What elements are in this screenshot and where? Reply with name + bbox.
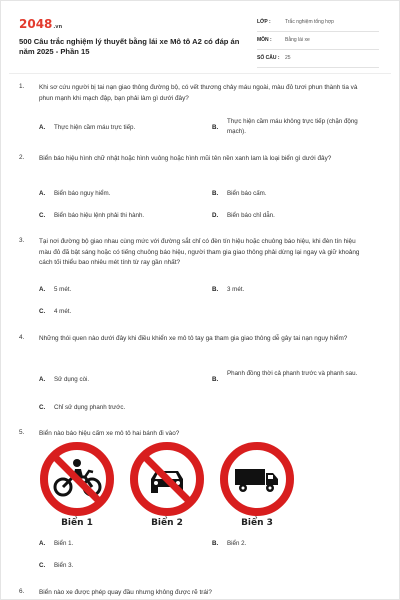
no-car-sign-icon	[129, 441, 205, 517]
meta-key: LỚP :	[257, 19, 271, 25]
document-page: 2048.vn 500 Câu trắc nghiệm lý thuyết bằng lái xe Mô tô A2 có đáp án năm 2025 - Phần 15 LỚP : Trắc nghiệm tổng hợp MÔN : Bằng lái xe SỐ CÂU : 25 1. Khi sơ cứu người bị tai nạn giao thông đường bộ, có vết thương chảy máu ngoài, màu đỏ tươi phun thành tia và phun mạnh khi mạch đập, bạn phải làm gì dưới đây? A. Thực hiện cầm máu trực tiếp. B. Thực hiện cầm máu không trực tiếp (chặn động mạch). 2. Biển báo hiệu hình chữ nhật hoặc hình vuông hoặc hình mũi tên nền xanh lam là loại biển gì dưới đây? A. Biển báo nguy hiểm. B. Biển báo cấm. C. Biển báo hiệu lệnh phải thi hành. D. Biển báo chỉ dẫn. 3. Tại nơi đường bộ giao nhau cùng mức với đường sắt chỉ có đèn tín hiệu hoặc chuông báo hiệu, khi đèn tín hiệu màu đỏ đã bật sáng hoặc có tiếng chuông báo hiệu, người tham gia giao thông phải dừng lại ngay và giữ khoảng cách tối thiểu bao nhiêu mét tính từ ray gần nhất? A. 5 mét. B. 3 mét. C. 4 mét. 4. Những thói quen nào dưới đây khi điều khiển xe mô tô tay ga tham gia giao thông dễ gây tai nạn nguy hiểm? A. Sử dụng còi. B. Phanh đồng thời cả phanh trước và phanh sau. C. Chỉ sử dụng phanh trước. 5. Biển nào báo hiệu cấm xe mô tô hai bánh đi vào? Biển 1 Biển 2 Biển 3 A. Biển 1. B. Biển 2. C. Biển 3. 6. Biển nào xe được phép quay đầu nhưng không được rẽ trái?	[0, 0, 400, 600]
sign-caption: Biển 1	[61, 518, 93, 528]
meta-subject-row	[257, 31, 379, 50]
meta-count-row	[257, 49, 379, 68]
meta-class-row	[257, 13, 379, 32]
meta-value: Trắc nghiệm tổng hợp	[285, 19, 334, 25]
site-logo[interactable]: 2048.vn	[19, 17, 63, 31]
meta-value: Bằng lái xe	[285, 37, 310, 43]
document-title: 500 Câu trắc nghiệm lý thuyết bằng lái xe Mô tô A2 có đáp án năm 2025 - Phần 15	[19, 37, 240, 56]
question-text: Tại nơi đường bộ giao nhau cùng mức với đường sắt chỉ có đèn tín hiệu hoặc chuông báo hiệu, khi đèn tín hiệu màu đỏ đã bật sáng hoặc có tiếng chuông báo hiệu, người tham gia giao thông phải dừng lại ngay và giữ khoảng cách tối thiểu bao nhiêu mét tính từ ray gần nhất?	[39, 238, 360, 266]
question-number: 1.	[19, 83, 25, 90]
sign-caption: Biển 3	[241, 518, 273, 528]
meta-key: SỐ CÂU :	[257, 55, 280, 61]
no-truck-sign-icon	[219, 441, 295, 517]
meta-key: MÔN :	[257, 37, 272, 43]
question-number: 3.	[19, 237, 25, 244]
no-motorcycle-sign-icon	[39, 441, 115, 517]
question-number: 5.	[19, 429, 25, 436]
sign-1	[39, 441, 115, 528]
question-text: Khi sơ cứu người bị tai nạn giao thông đường bộ, có vết thương chảy máu ngoài, màu đỏ tươi phun thành tia và phun mạnh khi mạch đập, bạn phải làm gì dưới đây?	[39, 84, 358, 102]
sign-caption: Biển 2	[151, 518, 183, 528]
question-text: Biển nào xe được phép quay đầu nhưng không được rẽ trái?	[39, 589, 212, 596]
question-number: 4.	[19, 334, 25, 341]
sign-3	[219, 441, 295, 528]
question-number: 2.	[19, 154, 25, 161]
question-text: Biển nào báo hiệu cấm xe mô tô hai bánh đi vào?	[39, 430, 180, 437]
question-number: 6.	[19, 588, 25, 595]
question-text: Biển báo hiệu hình chữ nhật hoặc hình vuông hoặc hình mũi tên nền xanh lam là loại biển gì dưới đây?	[39, 155, 332, 162]
sign-illustrations	[39, 441, 339, 536]
sign-2	[129, 441, 205, 528]
question-text: Những thói quen nào dưới đây khi điều khiển xe mô tô tay ga tham gia giao thông dễ gây tai nạn nguy hiểm?	[39, 335, 348, 342]
header-divider	[9, 73, 391, 74]
meta-value: 25	[285, 55, 291, 61]
